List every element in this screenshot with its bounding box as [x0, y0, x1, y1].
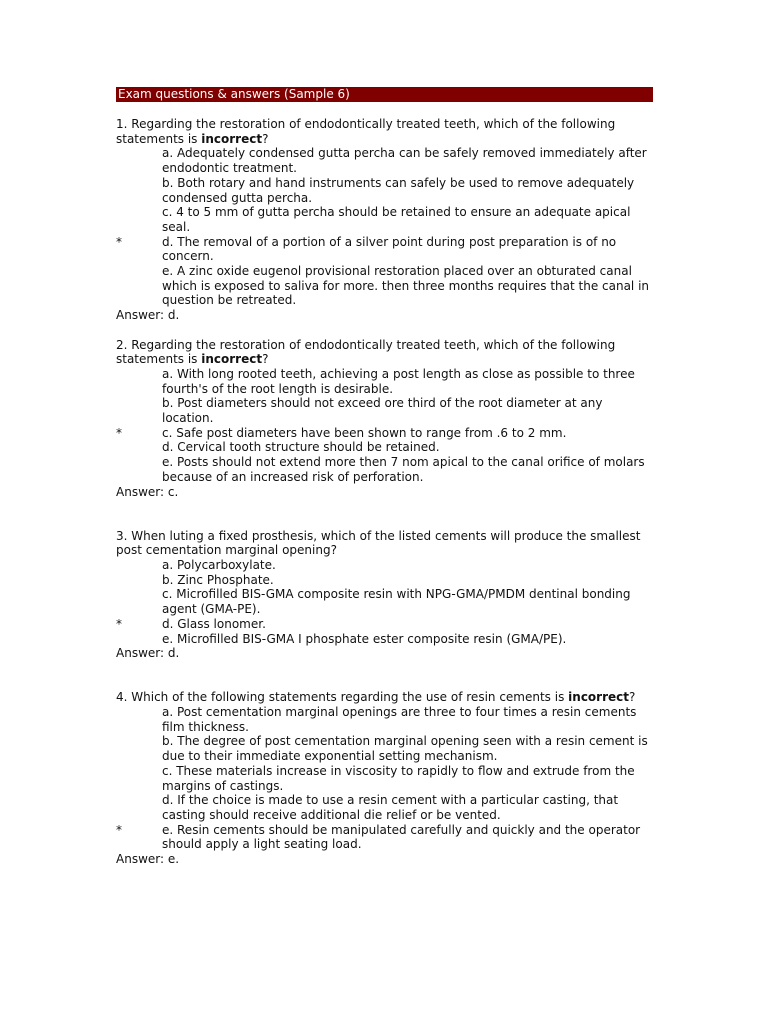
option-c: [116, 205, 656, 234]
stem-text: 2. Regarding the restoration of endodontically treated teeth, which of the following statements is: [116, 337, 616, 367]
option-text: c. Safe post diameters have been shown to range from .6 to 2 mm.: [162, 425, 567, 440]
spacer: [116, 661, 656, 690]
option-text: e. Resin cements should be manipulated carefully and quickly and the operator should apply a light seating load.: [162, 822, 641, 852]
question-stem: [116, 338, 656, 367]
stem-text-end: ?: [629, 690, 636, 705]
answer-line: Answer: e.: [116, 852, 180, 867]
option-b: [116, 573, 656, 588]
option-text: b. Zinc Phosphate.: [162, 572, 274, 587]
option-a: [116, 367, 656, 396]
option-e: [116, 264, 656, 308]
option-b: [116, 396, 656, 425]
option-text: c. Microfilled BIS-GMA composite resin with NPG-GMA/PMDM dentinal bonding agent (GMA-PE).: [162, 587, 631, 617]
stem-text-end: ?: [262, 352, 269, 367]
option-a: [116, 558, 656, 573]
stem-text: 1. Regarding the restoration of endodontically treated teeth, which of the following statements is: [116, 117, 616, 146]
page-title: Exam questions & answers (Sample 6): [118, 87, 350, 101]
question-2: [116, 338, 656, 500]
answer-line: Answer: d.: [116, 646, 180, 661]
answer-line: Answer: d.: [116, 308, 180, 323]
question-3: [116, 529, 656, 661]
question-stem: [116, 529, 656, 558]
option-e: [116, 632, 656, 647]
stem-emphasis: incorrect: [201, 352, 263, 367]
option-e: [116, 455, 656, 484]
question-stem: [116, 117, 656, 146]
correct-marker: *: [116, 616, 122, 631]
question-4: [116, 690, 656, 866]
option-c: [116, 764, 656, 793]
option-d: [116, 440, 656, 455]
option-text: b. The degree of post cementation marginal opening seen with a resin cement is due to their immediate exponential setting mechanism.: [162, 734, 648, 764]
option-text: a. Post cementation marginal openings are three to four times a resin cements film thickness.: [162, 705, 637, 734]
option-text: d. The removal of a portion of a silver point during post preparation is of no concern.: [162, 234, 617, 264]
option-text: a. Polycarboxylate.: [162, 558, 276, 573]
option-b: [116, 734, 656, 763]
option-text: e. Posts should not extend more then 7 nom apical to the canal orifice of molars because of an increased risk of perforation.: [162, 455, 645, 484]
header-bar: [116, 87, 653, 102]
spacer: [116, 499, 656, 528]
option-text: a. Adequately condensed gutta percha can be safely removed immediately after endodontic treatment.: [162, 146, 647, 176]
option-c: [116, 587, 656, 616]
option-e: [116, 823, 656, 852]
correct-marker: *: [116, 822, 122, 837]
stem-text: 4. Which of the following statements regarding the use of resin cements is: [116, 690, 569, 705]
option-d: [116, 617, 656, 632]
option-text: d. If the choice is made to use a resin cement with a particular casting, that casting should receive additional die relief or be vented.: [162, 793, 619, 822]
option-text: d. Cervical tooth structure should be retained.: [162, 440, 440, 455]
stem-text: 3. When luting a fixed prosthesis, which of the listed cements will produce the smallest post cementation marginal opening?: [116, 528, 641, 558]
correct-marker: *: [116, 425, 122, 440]
option-c: [116, 426, 656, 441]
stem-emphasis: incorrect: [568, 690, 629, 705]
option-d: [116, 235, 656, 264]
option-text: e. A zinc oxide eugenol provisional restoration placed over an obturated canal which is exposed to saliva for more. then three months requires that the canal in question be retreated.: [162, 264, 650, 308]
option-d: [116, 793, 656, 822]
option-a: [116, 705, 656, 734]
question-stem: [116, 690, 656, 705]
option-text: c. 4 to 5 mm of gutta percha should be retained to ensure an adequate apical seal.: [162, 205, 631, 234]
option-text: e. Microfilled BIS-GMA I phosphate ester composite resin (GMA/PE).: [162, 631, 567, 646]
correct-marker: *: [116, 234, 122, 249]
spacer: [116, 323, 656, 338]
option-text: a. With long rooted teeth, achieving a post length as close as possible to three fourth's of the root length is desirable.: [162, 366, 635, 396]
question-1: [116, 117, 656, 323]
option-text: c. These materials increase in viscosity to rapidly to flow and extrude from the margins of castings.: [162, 763, 635, 793]
answer-line: Answer: c.: [116, 484, 179, 499]
option-text: d. Glass lonomer.: [162, 616, 266, 631]
option-b: [116, 176, 656, 205]
option-a: [116, 146, 656, 175]
question-list: [116, 117, 656, 867]
option-text: b. Post diameters should not exceed ore third of the root diameter at any location.: [162, 396, 603, 426]
stem-text-end: ?: [262, 131, 269, 146]
stem-emphasis: incorrect: [201, 131, 263, 146]
option-text: b. Both rotary and hand instruments can safely be used to remove adequately condensed gutta percha.: [162, 175, 635, 205]
